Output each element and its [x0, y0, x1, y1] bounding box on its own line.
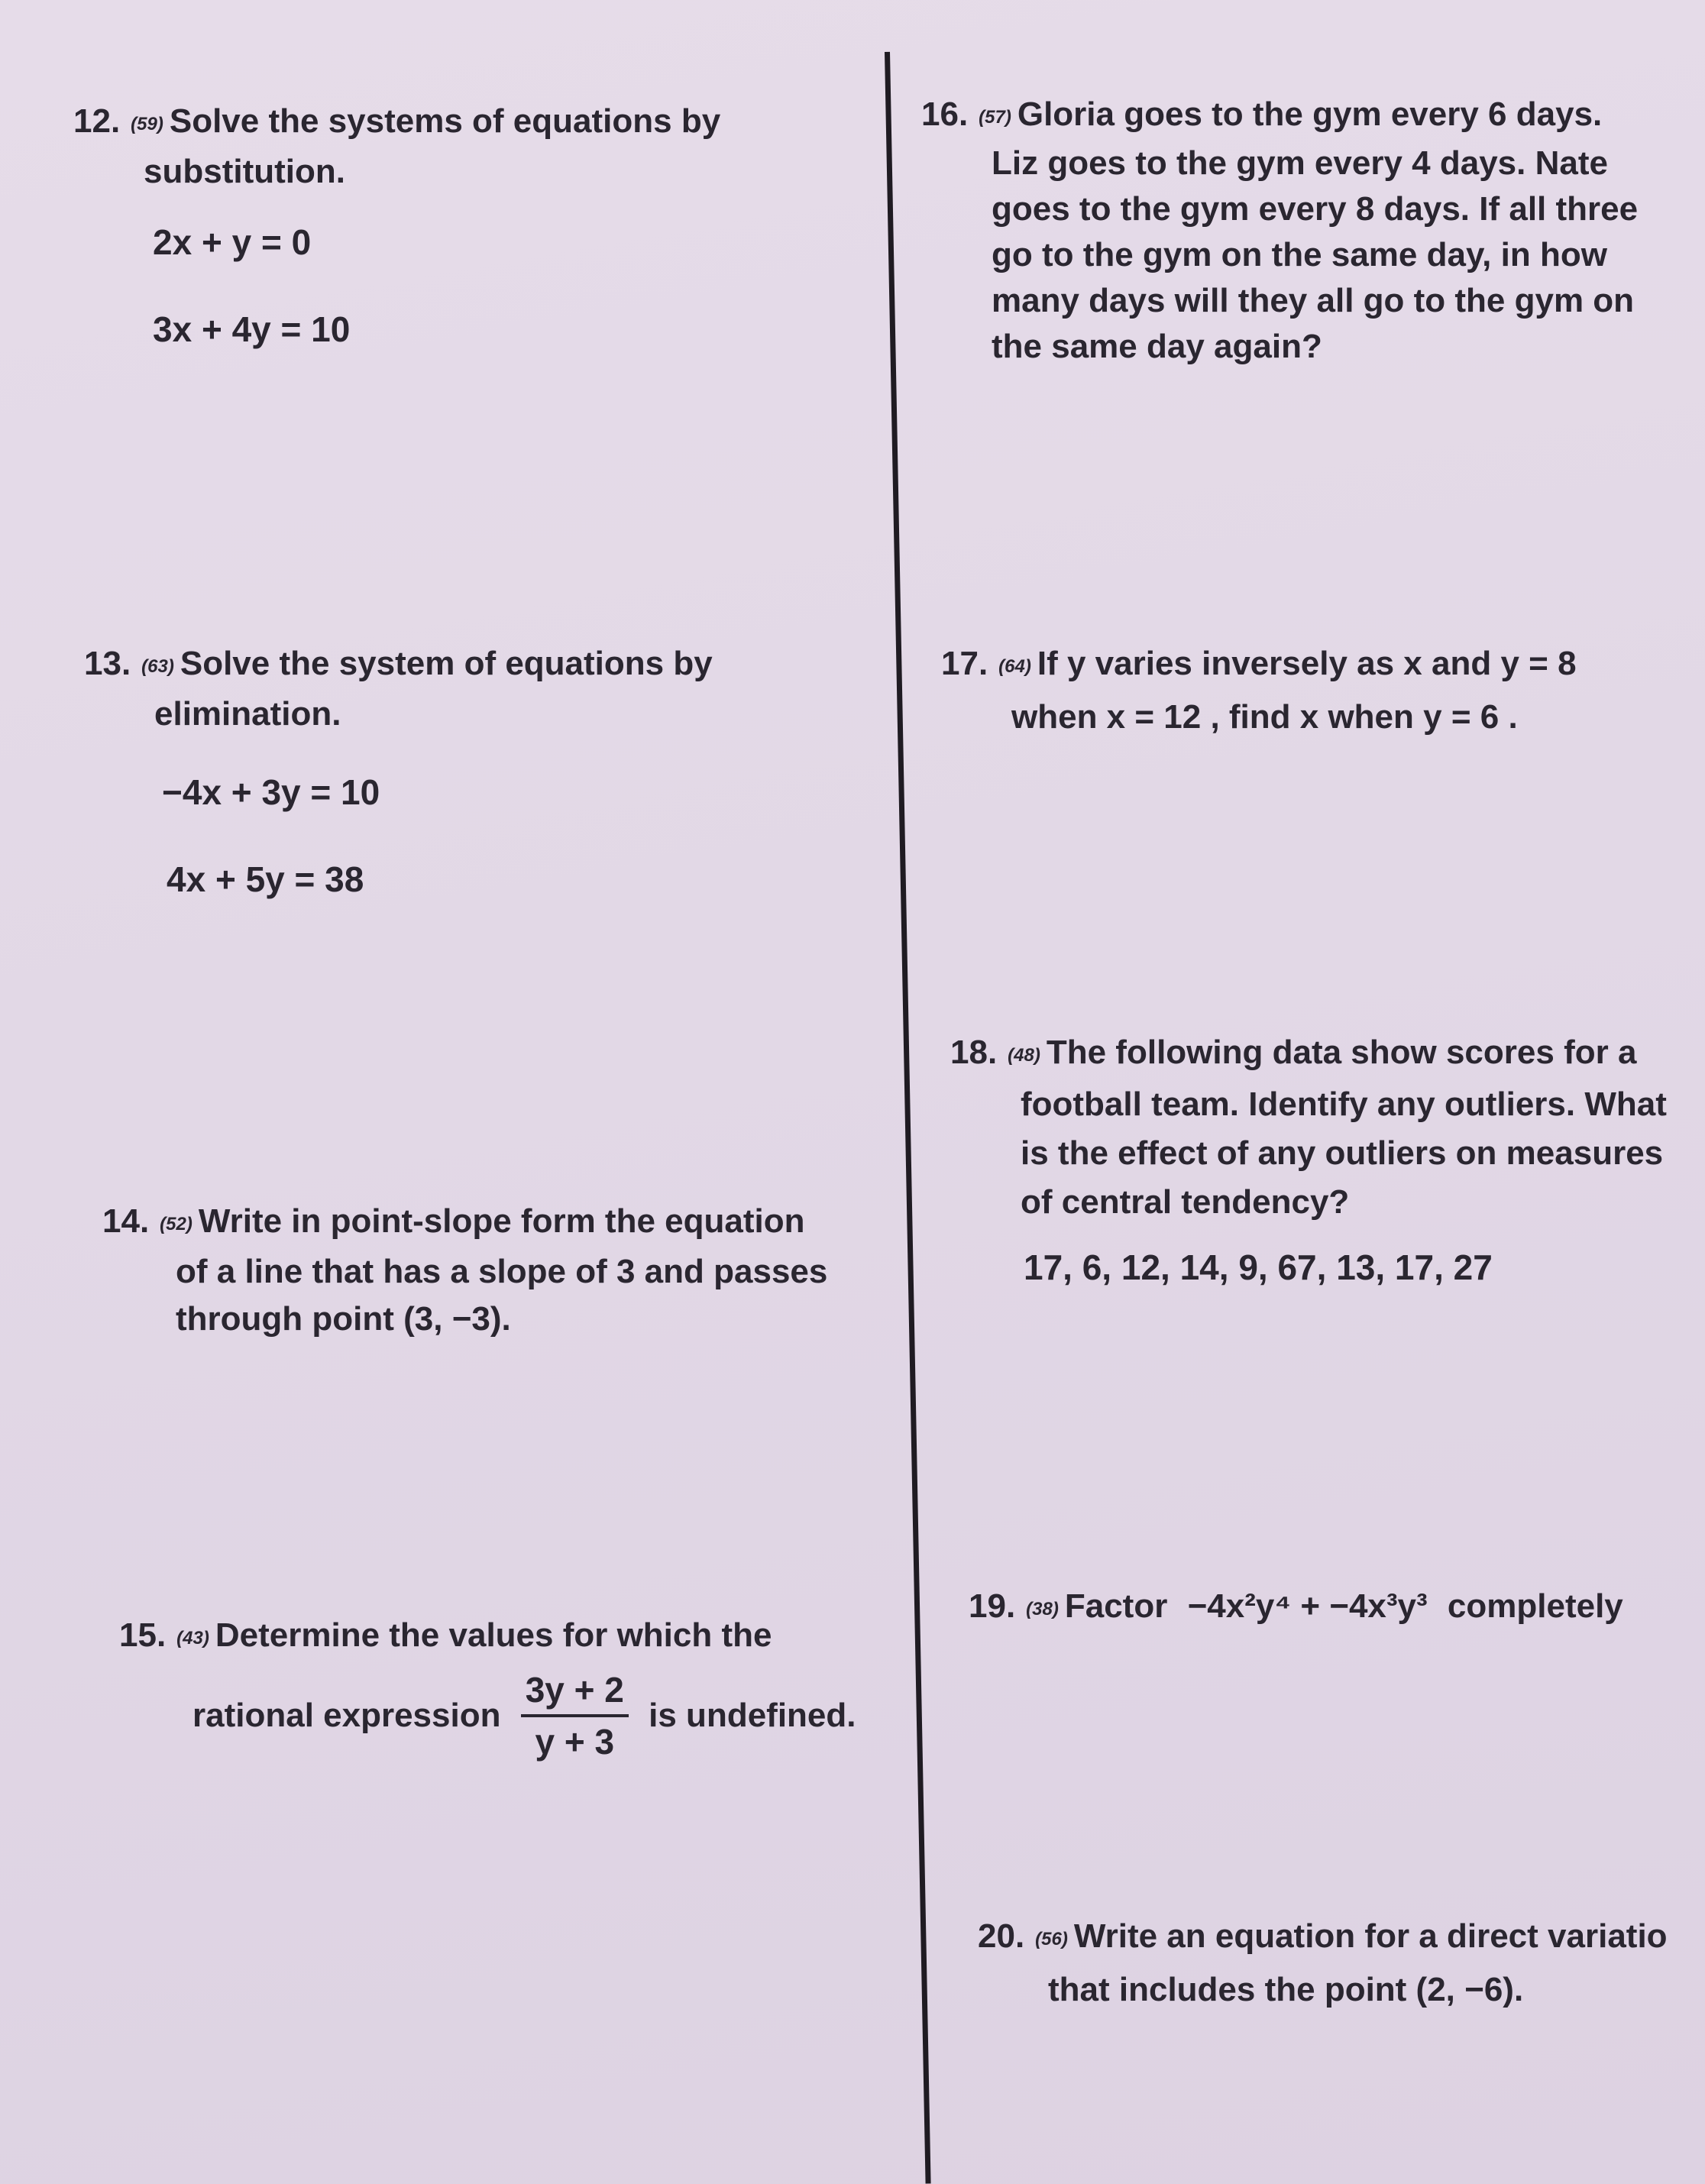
data-values: 17, 6, 12, 14, 9, 67, 13, 17, 27: [1024, 1247, 1493, 1287]
problem-text: Gloria goes to the gym every 6 days.: [1017, 95, 1603, 133]
rational-expression: [521, 1668, 629, 1763]
lesson-reference: (63): [141, 656, 174, 677]
problem-text: is undefined.: [649, 1697, 856, 1734]
problem-text: many days will they all go to the gym on: [992, 282, 1635, 319]
problem-text: through point (3, −3).: [176, 1300, 511, 1338]
problem-14: [102, 1198, 827, 1343]
problem-19: [969, 1583, 1623, 1633]
denominator: y + 3: [535, 1722, 615, 1762]
equation: −4x + 3y = 10: [162, 772, 380, 812]
lesson-reference: (43): [176, 1628, 209, 1649]
problem-number: 14.: [102, 1202, 150, 1240]
problem-text: of central tendency?: [1021, 1183, 1350, 1221]
problem-text: If y varies inversely as x and y = 8: [1037, 645, 1577, 682]
problem-text: that includes the point (2, −6).: [1048, 1971, 1524, 2008]
problem-text: Factor: [1064, 1587, 1168, 1625]
equation: 4x + 5y = 38: [167, 859, 364, 899]
problem-number: 20.: [978, 1917, 1025, 1955]
equation: 2x + y = 0: [153, 222, 312, 262]
lesson-reference: (38): [1026, 1599, 1059, 1619]
problem-15: [119, 1612, 772, 1662]
problem-text: Solve the system of equations by: [180, 645, 713, 682]
problem-text: is the effect of any outliers on measures: [1021, 1134, 1664, 1172]
problem-text: goes to the gym every 8 days. If all three: [992, 190, 1639, 228]
problem-number: 19.: [969, 1587, 1016, 1625]
problem-text: Determine the values for which the: [215, 1616, 772, 1654]
problem-12: [73, 98, 720, 196]
problem-16: [921, 92, 1638, 370]
column-divider: [885, 52, 931, 2184]
problem-text: Write an equation for a direct variatio: [1073, 1917, 1668, 1955]
problem-number: 16.: [921, 95, 969, 133]
problem-number: 17.: [941, 645, 988, 682]
problem-number: 13.: [84, 645, 131, 682]
problem-text: Solve the systems of equations by: [169, 102, 721, 140]
problem-text: go to the gym on the same day, in how: [992, 236, 1607, 273]
factor-expression: −4x²y⁴ + −4x³y³: [1187, 1587, 1428, 1625]
problem-text: substitution.: [144, 153, 345, 190]
problem-text: Write in point-slope form the equation: [198, 1202, 805, 1240]
problem-text: football team. Identify any outliers. What: [1021, 1086, 1667, 1123]
problem-number: 18.: [950, 1034, 998, 1071]
equation: 3x + 4y = 10: [153, 309, 351, 349]
problem-number: 15.: [119, 1616, 167, 1654]
lesson-reference: (59): [131, 114, 163, 134]
problem-text: when x = 12 , find x when y = 6 .: [1011, 698, 1518, 736]
problem-13: [84, 640, 713, 738]
problem-17: [941, 639, 1577, 743]
problem-20: [978, 1911, 1668, 2015]
lesson-reference: (64): [998, 656, 1031, 677]
problem-number: 12.: [73, 102, 121, 140]
numerator: 3y + 2: [521, 1668, 629, 1717]
lesson-reference: (48): [1008, 1045, 1040, 1066]
problem-18: [950, 1028, 1667, 1227]
problem-text: rational expression: [192, 1697, 501, 1734]
problem-text: elimination.: [154, 695, 341, 733]
lesson-reference: (52): [160, 1214, 192, 1234]
lesson-reference: (56): [1035, 1929, 1068, 1949]
problem-15-expression: [192, 1668, 856, 1763]
problem-text: Liz goes to the gym every 4 days. Nate: [992, 144, 1608, 182]
problem-text: completely: [1447, 1587, 1623, 1625]
problem-text: the same day again?: [992, 328, 1322, 365]
problem-text: of a line that has a slope of 3 and passes: [176, 1253, 828, 1290]
lesson-reference: (57): [979, 107, 1011, 128]
problem-text: The following data show scores for a: [1046, 1034, 1637, 1071]
